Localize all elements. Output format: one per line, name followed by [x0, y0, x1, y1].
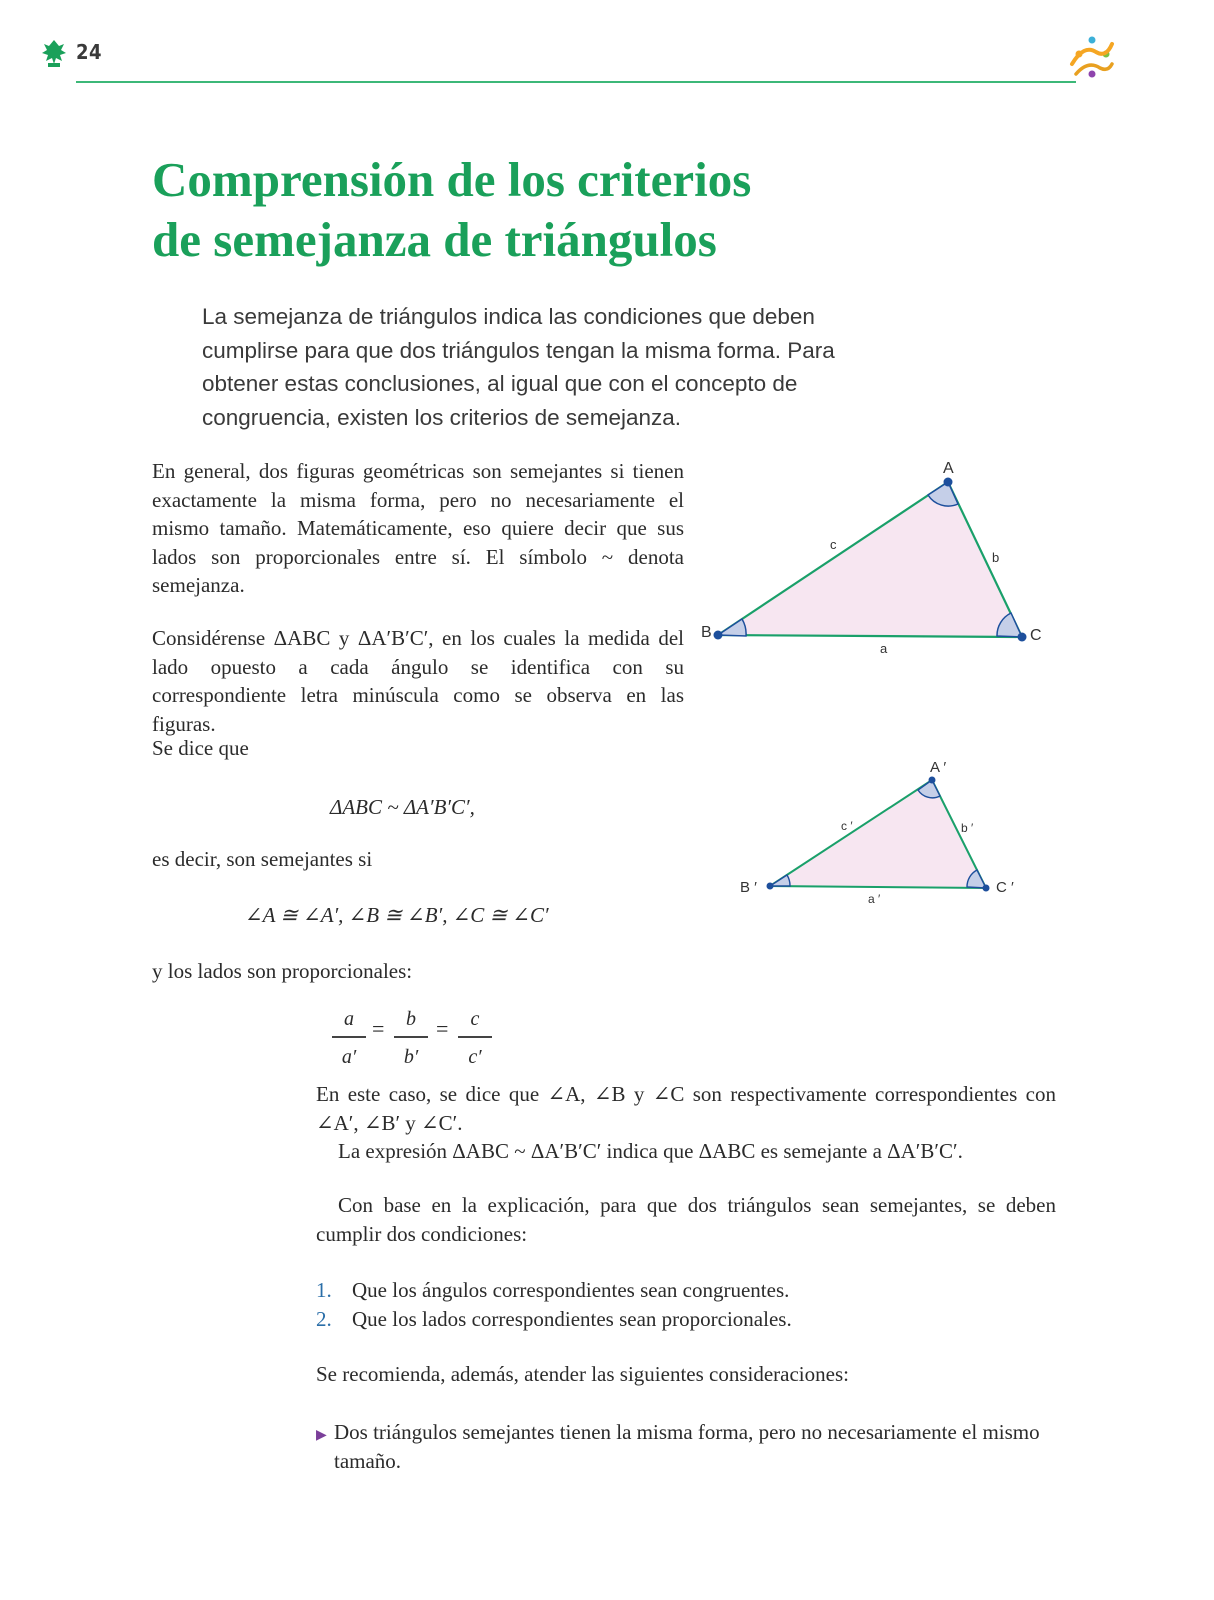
paragraph-general: En general, dos figuras geométricas son semejantes si tienen exactamente la misma forma, pero no necesariamente el mismo tamaño. Matemáticamente, eso quiere decir que sus lados son proporcionales entre sí. El símbolo ~ denota semejanza. [152, 459, 684, 597]
fraction-b: b b′ [394, 1006, 428, 1070]
triangle-abc-figure [700, 455, 1060, 670]
expression-line: La expresión ΔABC ~ ΔA′B′C′ indica que ΔABC es semejante a ΔA′B′C′. [338, 1139, 963, 1163]
side-c-label: c [830, 537, 837, 552]
equals-sign: = [436, 1016, 449, 1041]
list-item: 1. Que los ángulos correspondientes sean congruentes. [316, 1278, 790, 1302]
side-c-prime-label: c ′ [841, 819, 853, 833]
page-title [152, 150, 972, 270]
side-b-label: b [992, 550, 1000, 565]
vertex-b-prime-label: B ′ [740, 879, 757, 896]
side-a-prime-label: a ′ [868, 892, 881, 906]
paragraph-conditions: Con base en la explicación, para que dos triángulos sean semejantes, se deben cumplir dos condiciones: [316, 1193, 1056, 1246]
vertex-a-label: A [943, 460, 954, 477]
vertex-b-label: B [701, 624, 712, 641]
fraction-a: a a′ [332, 1006, 366, 1070]
vertex-c-label: C [1030, 627, 1042, 644]
proportional-sides-text: y los lados son proporcionales: [152, 959, 413, 983]
paragraph-recommend: Se recomienda, además, atender las siguientes consideraciones: [316, 1362, 849, 1386]
bullet-triangle-icon: ▶ [316, 1428, 327, 1443]
emblem-icon [1066, 34, 1118, 84]
book-logo-icon [40, 38, 68, 70]
bullet-item: ▶ Dos triángulos semejantes tienen la misma forma, pero no necesariamente el mismo tamaño. [316, 1418, 1056, 1475]
page-number: 24 [76, 40, 103, 64]
correspondence-line: En este caso, se dice que ∠A, ∠B y ∠C son respectivamente correspondientes con ∠A′, ∠B′ y ∠C′. [316, 1082, 1056, 1135]
paragraph-correspondence [316, 1080, 1056, 1166]
vertex-a-prime-label: A ′ [930, 759, 947, 776]
paragraph-consider: Considérense ΔABC y ΔA′B′C′, en los cuales la medida del lado opuesto a cada ángulo se identifica con su correspondiente letra minúscula como se observa en las figuras. [152, 626, 684, 736]
fraction-c: c c′ [458, 1006, 492, 1070]
es-decir-text: es decir, son semejantes si [152, 847, 373, 871]
se-dice-que: Se dice que [152, 736, 249, 760]
similarity-equation: ΔABC ~ ΔA′B′C′, [330, 795, 475, 819]
side-b-prime-label: b ′ [961, 821, 974, 835]
list-item: 2. Que los lados correspondientes sean proporcionales. [316, 1306, 792, 1331]
side-a-label: a [880, 641, 888, 656]
intro-paragraph: La semejanza de triángulos indica las condiciones que deben cumplirse para que dos triángulos tengan la misma forma. Para obtener estas conclusiones, al igual que con el concepto de congruencia, existen los criterios de semejanza. [202, 304, 835, 430]
title-line-1: Comprensión de los criterios [152, 152, 752, 207]
triangle-a-prime-figure [735, 750, 1035, 915]
equals-sign: = [372, 1016, 385, 1041]
conditions-list [316, 1276, 1056, 1333]
title-line-2: de semejanza de triángulos [152, 212, 717, 267]
vertex-c-prime-label: C ′ [996, 879, 1014, 896]
angle-congruence-equation: ∠A ≅ ∠A′, ∠B ≅ ∠B′, ∠C ≅ ∠C′ [245, 903, 549, 927]
header-rule [76, 81, 1076, 83]
